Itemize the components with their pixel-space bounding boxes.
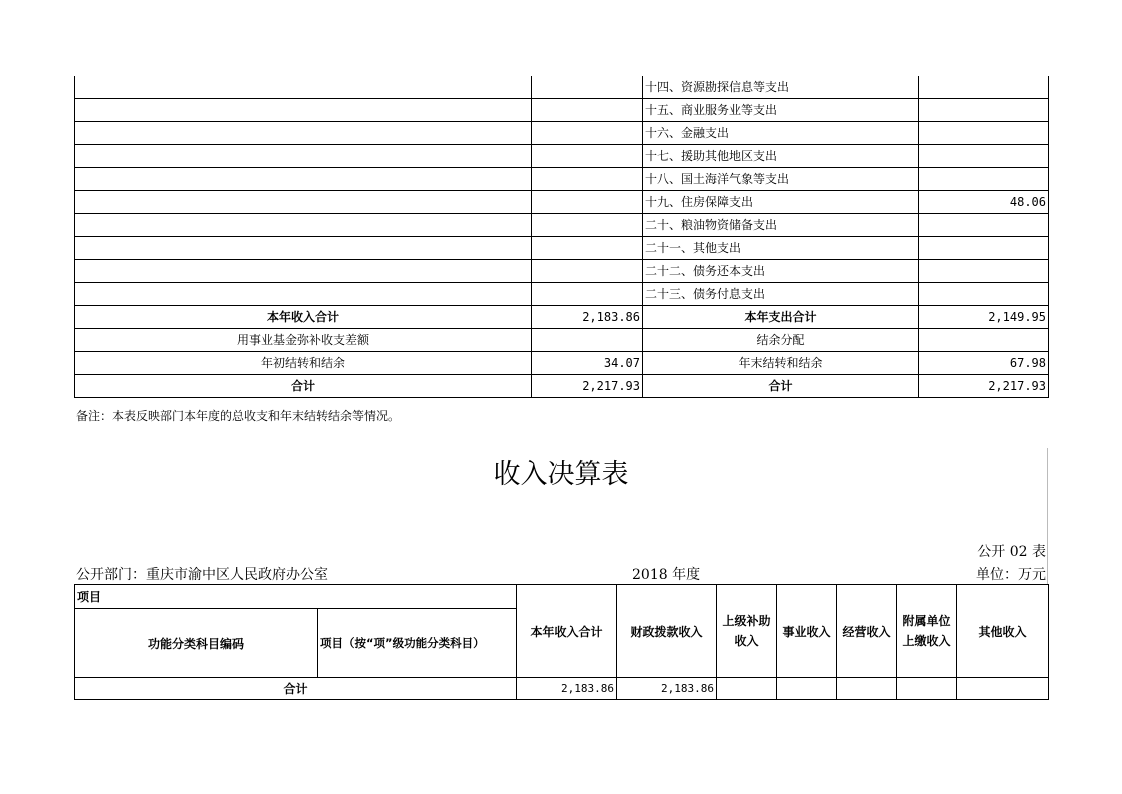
table-row bbox=[75, 168, 1049, 191]
header-function-code: 功能分类科目编码 bbox=[75, 609, 318, 678]
income-item-cell bbox=[75, 168, 532, 191]
table-row bbox=[75, 214, 1049, 237]
summary-expense-amount: 2,149.95 bbox=[919, 306, 1049, 329]
expense-item-cell: 二十一、其他支出 bbox=[643, 237, 919, 260]
total-operating-value bbox=[837, 678, 897, 700]
expense-amount-cell bbox=[919, 122, 1049, 145]
expense-item-cell: 十八、国土海洋气象等支出 bbox=[643, 168, 919, 191]
header-operating-income: 经营收入 bbox=[837, 585, 897, 678]
summary-income-label: 合计 bbox=[75, 375, 532, 398]
form-code: 公开 02 表 bbox=[977, 544, 1046, 560]
header-other-income: 其他收入 bbox=[957, 585, 1049, 678]
expense-item-cell: 二十二、债务还本支出 bbox=[643, 260, 919, 283]
expense-item-cell: 十五、商业服务业等支出 bbox=[643, 99, 919, 122]
income-item-cell bbox=[75, 191, 532, 214]
summary-income-label: 年初结转和结余 bbox=[75, 352, 532, 375]
summary-expense-amount: 2,217.93 bbox=[919, 375, 1049, 398]
header-affiliated-income: 附属单位上缴收入 bbox=[897, 585, 957, 678]
header-project: 项目 bbox=[75, 585, 517, 609]
income-item-cell bbox=[75, 237, 532, 260]
page-title: 收入决算表 bbox=[493, 459, 629, 490]
header-business-income: 事业收入 bbox=[777, 585, 837, 678]
expense-item-cell: 十四、资源勘探信息等支出 bbox=[643, 76, 919, 99]
income-amount-cell bbox=[532, 283, 643, 306]
expense-amount-cell bbox=[919, 260, 1049, 283]
income-amount-cell bbox=[532, 214, 643, 237]
income-amount-cell bbox=[532, 168, 643, 191]
summary-row bbox=[75, 352, 1049, 375]
summary-expense-label: 年末结转和结余 bbox=[643, 352, 919, 375]
summary-row bbox=[75, 329, 1049, 352]
income-item-cell bbox=[75, 145, 532, 168]
summary-expense-amount: 67.98 bbox=[919, 352, 1049, 375]
income-item-cell bbox=[75, 99, 532, 122]
table-note: 备注：本表反映部门本年度的总收支和年末结转结余等情况。 bbox=[76, 409, 401, 423]
income-amount-cell bbox=[532, 76, 643, 99]
summary-row bbox=[75, 375, 1049, 398]
total-other-value bbox=[957, 678, 1049, 700]
income-item-cell bbox=[75, 214, 532, 237]
income-item-cell bbox=[75, 283, 532, 306]
expense-item-cell: 十七、援助其他地区支出 bbox=[643, 145, 919, 168]
income-item-cell bbox=[75, 260, 532, 283]
expense-amount-cell bbox=[919, 214, 1049, 237]
header-fiscal-income: 财政拨款收入 bbox=[617, 585, 717, 678]
expense-item-cell: 十九、住房保障支出 bbox=[643, 191, 919, 214]
income-amount-cell bbox=[532, 260, 643, 283]
summary-income-label: 本年收入合计 bbox=[75, 306, 532, 329]
summary-expense-amount bbox=[919, 329, 1049, 352]
expense-amount-cell bbox=[919, 168, 1049, 191]
total-fiscal-value: 2,183.86 bbox=[617, 678, 717, 700]
income-amount-cell bbox=[532, 191, 643, 214]
income-expense-table bbox=[74, 76, 1049, 398]
expense-item-cell: 二十、粮油物资储备支出 bbox=[643, 214, 919, 237]
expense-amount-cell: 48.06 bbox=[919, 191, 1049, 214]
table-row bbox=[75, 260, 1049, 283]
header-total-income: 本年收入合计 bbox=[517, 585, 617, 678]
year-label: 2018 年度 bbox=[632, 567, 701, 583]
expense-item-cell: 二十三、债务付息支出 bbox=[643, 283, 919, 306]
header-project-name: 项目（按“项”级功能分类科目） bbox=[318, 609, 517, 678]
income-item-cell bbox=[75, 122, 532, 145]
summary-income-amount: 34.07 bbox=[532, 352, 643, 375]
department-label: 公开部门：重庆市渝中区人民政府办公室 bbox=[76, 567, 328, 583]
income-amount-cell bbox=[532, 145, 643, 168]
expense-amount-cell bbox=[919, 237, 1049, 260]
expense-amount-cell bbox=[919, 145, 1049, 168]
expense-amount-cell bbox=[919, 99, 1049, 122]
summary-income-amount: 2,217.93 bbox=[532, 375, 643, 398]
total-income-value: 2,183.86 bbox=[517, 678, 617, 700]
total-superior-value bbox=[717, 678, 777, 700]
expense-item-cell: 十六、金融支出 bbox=[643, 122, 919, 145]
total-affiliated-value bbox=[897, 678, 957, 700]
table-row bbox=[75, 191, 1049, 214]
income-amount-cell bbox=[532, 99, 643, 122]
expense-amount-cell bbox=[919, 283, 1049, 306]
summary-expense-label: 结余分配 bbox=[643, 329, 919, 352]
income-amount-cell bbox=[532, 122, 643, 145]
table-row bbox=[75, 237, 1049, 260]
table-row bbox=[75, 283, 1049, 306]
unit-label: 单位：万元 bbox=[976, 567, 1046, 583]
table-row bbox=[75, 122, 1049, 145]
table-row bbox=[75, 76, 1049, 99]
expense-amount-cell bbox=[919, 76, 1049, 99]
summary-row bbox=[75, 306, 1049, 329]
total-row-label: 合计 bbox=[75, 678, 517, 700]
table-row bbox=[75, 145, 1049, 168]
summary-income-amount: 2,183.86 bbox=[532, 306, 643, 329]
income-statement-table bbox=[74, 584, 1049, 700]
table-row bbox=[75, 99, 1049, 122]
summary-income-label: 用事业基金弥补收支差额 bbox=[75, 329, 532, 352]
income-item-cell bbox=[75, 76, 532, 99]
income-amount-cell bbox=[532, 237, 643, 260]
summary-expense-label: 本年支出合计 bbox=[643, 306, 919, 329]
total-business-value bbox=[777, 678, 837, 700]
summary-expense-label: 合计 bbox=[643, 375, 919, 398]
header-superior-income: 上级补助收入 bbox=[717, 585, 777, 678]
summary-income-amount bbox=[532, 329, 643, 352]
